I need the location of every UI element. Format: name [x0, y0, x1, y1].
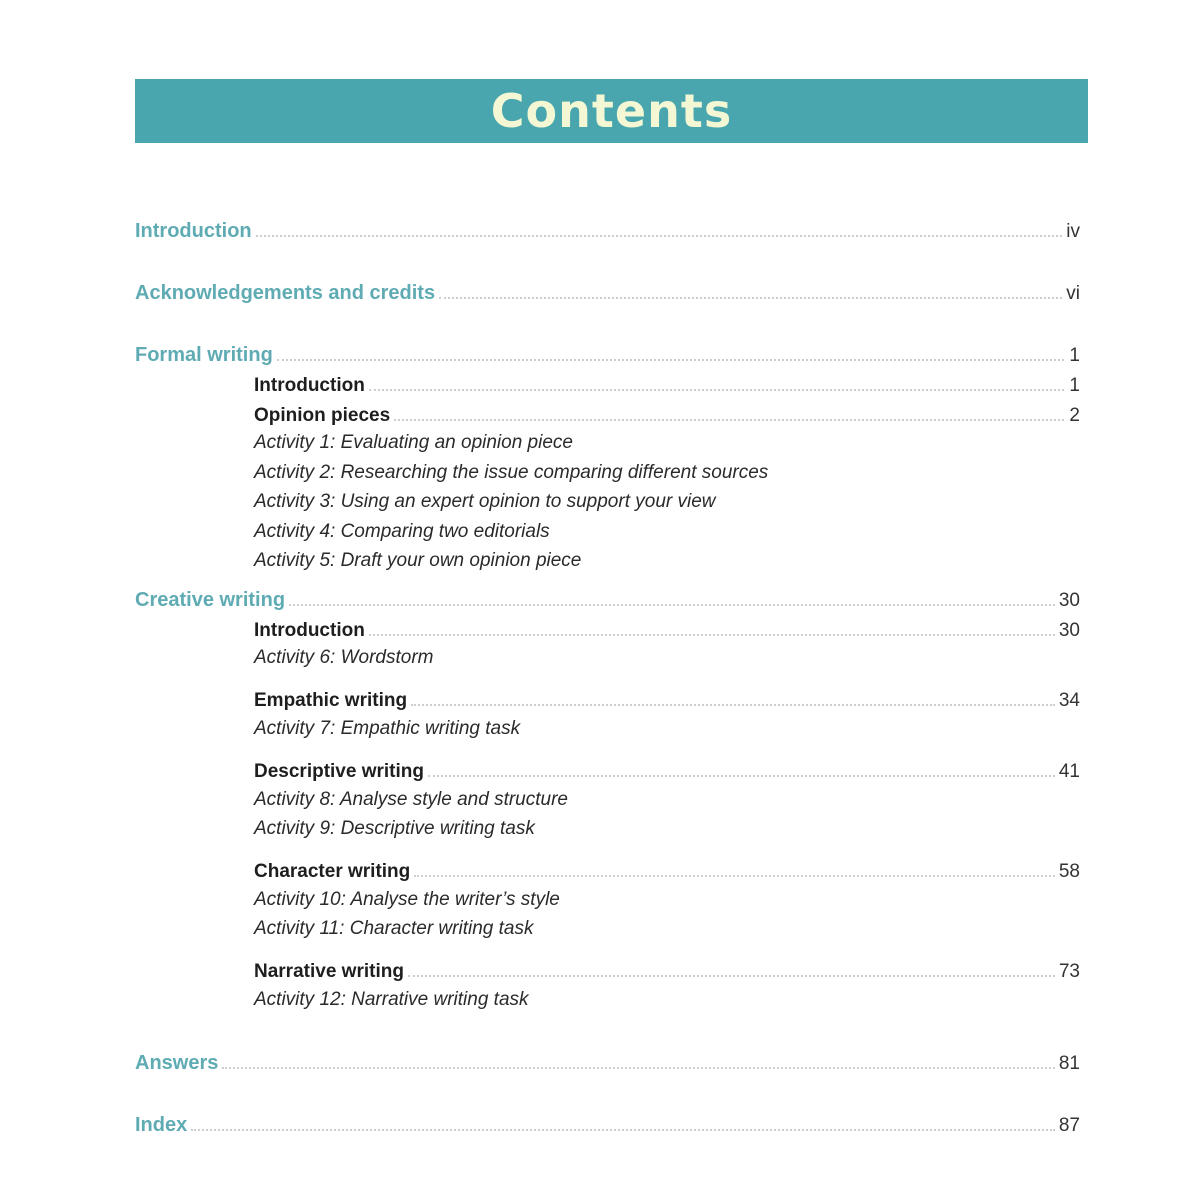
dot-leader — [222, 1067, 1054, 1069]
toc-label: Introduction — [254, 375, 365, 396]
activity-item[interactable]: Activity 12: Narrative writing task — [254, 989, 529, 1010]
activity-item[interactable]: Activity 5: Draft your own opinion piece — [254, 550, 582, 571]
dot-leader — [439, 297, 1062, 299]
toc-entry-index[interactable] — [135, 1111, 1080, 1137]
dot-leader — [289, 604, 1055, 606]
toc-page-number: 58 — [1058, 861, 1080, 882]
toc-label: Introduction — [135, 220, 252, 242]
toc-page-number: iv — [1066, 221, 1080, 242]
toc-label: Opinion pieces — [254, 405, 391, 426]
toc-label: Acknowledgements and credits — [135, 282, 436, 304]
toc-label: Narrative writing — [254, 961, 404, 982]
toc-entry-introduction[interactable] — [135, 217, 1080, 243]
toc-label: Creative writing — [135, 589, 286, 611]
toc-entry-empathic-writing[interactable] — [254, 686, 1080, 712]
activity-item[interactable]: Activity 10: Analyse the writer’s style — [254, 889, 560, 910]
dot-leader — [369, 389, 1064, 391]
toc-entry-creative-writing[interactable] — [135, 586, 1080, 612]
toc-entry-formal-writing[interactable] — [135, 341, 1080, 367]
toc-entry-formal-introduction[interactable] — [254, 371, 1080, 397]
dot-leader — [277, 359, 1064, 361]
toc-page-number: 1 — [1069, 375, 1080, 396]
toc-label: Introduction — [254, 620, 365, 641]
dot-leader — [428, 775, 1055, 777]
toc-page-number: 30 — [1058, 590, 1080, 611]
toc-entry-acknowledgements[interactable] — [135, 279, 1080, 305]
toc-page-number: 41 — [1058, 761, 1080, 782]
toc-page-number: 2 — [1069, 405, 1080, 426]
activity-item[interactable]: Activity 8: Analyse style and structure — [254, 789, 568, 810]
activity-item[interactable]: Activity 7: Empathic writing task — [254, 718, 521, 739]
dot-leader — [414, 875, 1055, 877]
toc-page-number: 34 — [1058, 690, 1080, 711]
toc-page-number: 30 — [1058, 620, 1080, 641]
toc-page-number: 81 — [1058, 1053, 1080, 1074]
toc-page-number: 87 — [1058, 1115, 1080, 1136]
toc-entry-character-writing[interactable] — [254, 857, 1080, 883]
activity-item[interactable]: Activity 6: Wordstorm — [254, 647, 434, 668]
dot-leader — [256, 235, 1063, 237]
activity-item[interactable]: Activity 4: Comparing two editorials — [254, 521, 550, 542]
toc-entry-answers[interactable] — [135, 1049, 1080, 1075]
toc-label: Index — [135, 1114, 188, 1136]
dot-leader — [411, 704, 1055, 706]
toc-page-number: 73 — [1058, 961, 1080, 982]
toc-entry-descriptive-writing[interactable] — [254, 757, 1080, 783]
activity-item[interactable]: Activity 1: Evaluating an opinion piece — [254, 432, 573, 453]
toc-entry-creative-introduction[interactable] — [254, 616, 1080, 642]
dot-leader — [191, 1129, 1055, 1131]
dot-leader — [394, 419, 1064, 421]
toc-page-number: vi — [1066, 283, 1080, 304]
toc-label: Descriptive writing — [254, 761, 424, 782]
toc-label: Empathic writing — [254, 690, 408, 711]
toc-label: Character writing — [254, 861, 411, 882]
activity-item[interactable]: Activity 2: Researching the issue comparing different sources — [254, 462, 769, 483]
toc-entry-narrative-writing[interactable] — [254, 957, 1080, 983]
activity-item[interactable]: Activity 11: Character writing task — [254, 918, 534, 939]
dot-leader — [408, 975, 1055, 977]
page-title: Contents — [490, 84, 733, 138]
toc-label: Formal writing — [135, 344, 273, 366]
activity-item[interactable]: Activity 9: Descriptive writing task — [254, 818, 535, 839]
toc-label: Answers — [135, 1052, 219, 1074]
dot-leader — [369, 634, 1055, 636]
toc-page-number: 1 — [1069, 345, 1080, 366]
activity-item[interactable]: Activity 3: Using an expert opinion to support your view — [254, 491, 716, 512]
toc-entry-opinion-pieces[interactable] — [254, 401, 1080, 427]
